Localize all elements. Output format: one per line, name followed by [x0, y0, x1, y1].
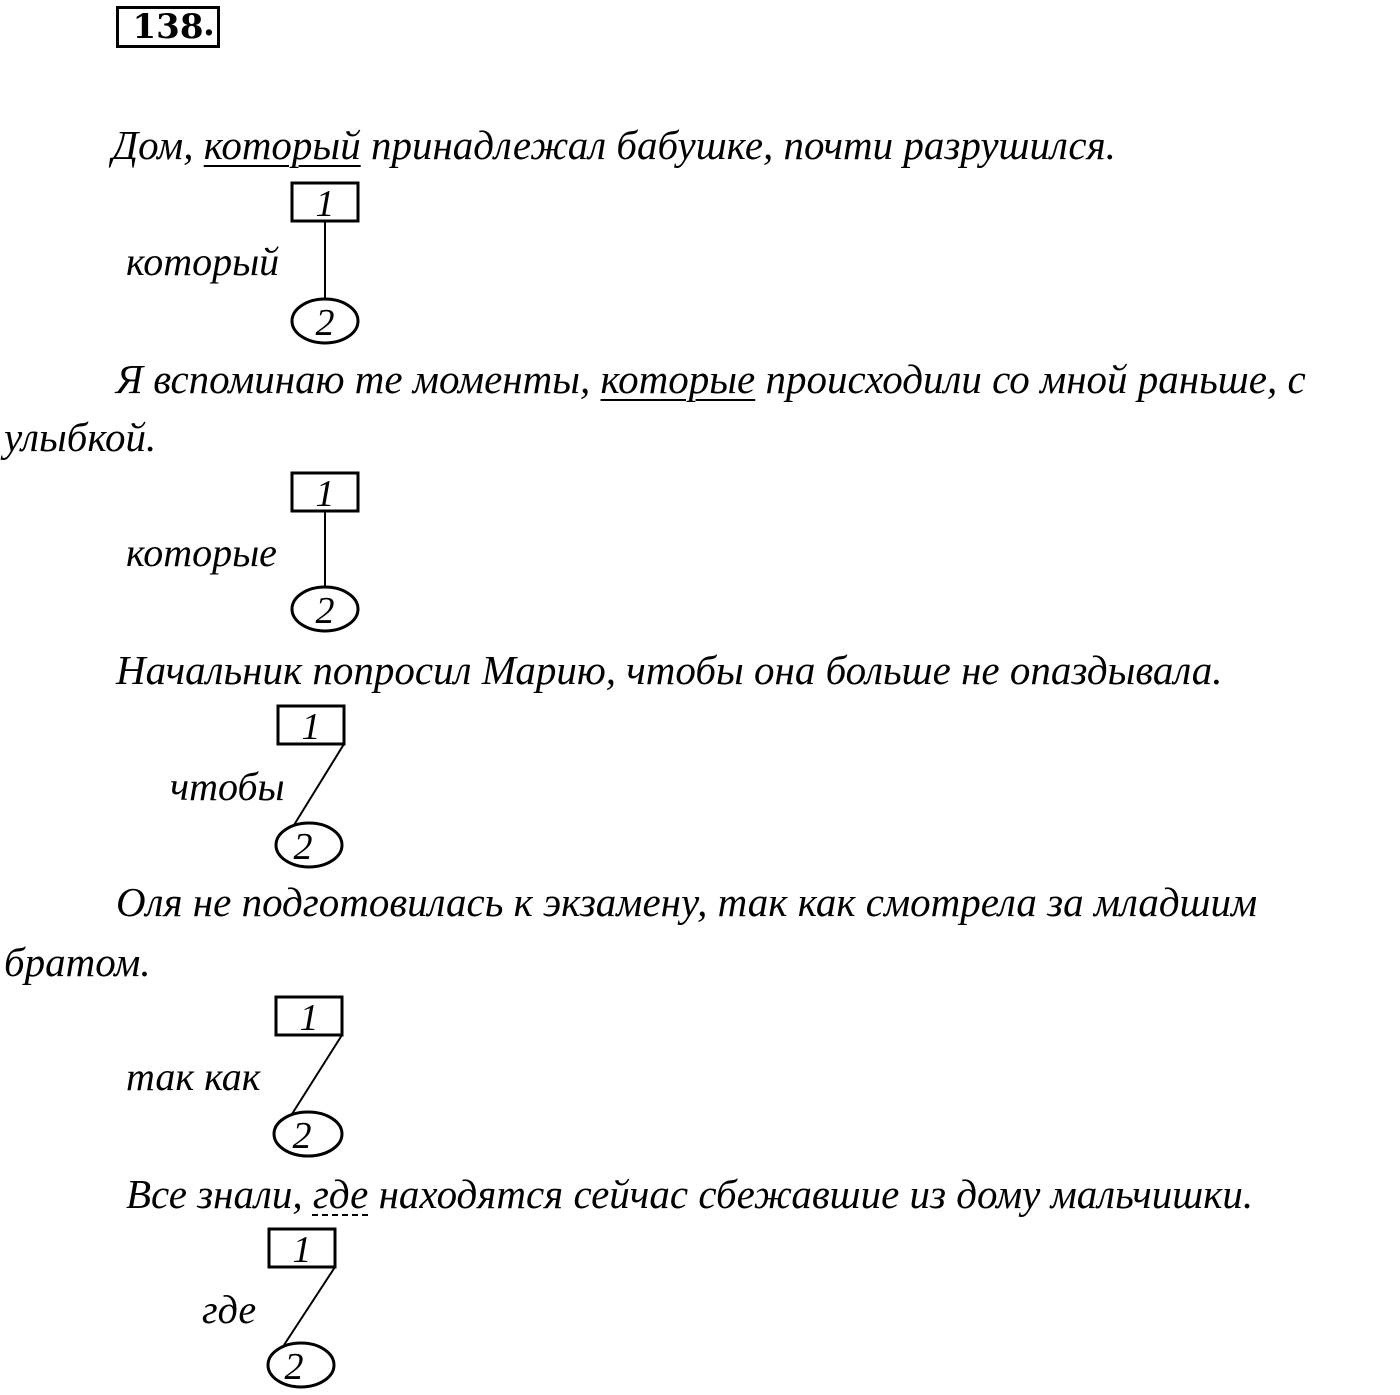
scheme-1-diagram	[280, 176, 370, 348]
subordinate-clause-number: 2	[315, 590, 335, 632]
scheme-4-word: так как	[126, 1054, 261, 1099]
sentence-5: Все знали, где находятся сейчас сбежавшие из дому мальчишки.	[126, 1171, 1254, 1217]
scheme-5-diagram	[256, 1222, 346, 1394]
link-line	[292, 1035, 342, 1114]
conjunctive-word-marked: который	[203, 122, 361, 168]
sentence-2: Я вспоминаю те моменты, которые происходили со мной раньше, с	[116, 356, 1306, 402]
exercise-number-dot: .	[203, 4, 215, 44]
scheme-3-diagram	[266, 698, 356, 870]
scheme-5-word: где	[202, 1287, 257, 1332]
main-clause-number: 1	[299, 997, 319, 1039]
exercise-number: 138	[132, 7, 204, 47]
main-clause-number: 1	[292, 1229, 312, 1271]
conjunctive-word-marked: где	[312, 1171, 369, 1217]
conjunctive-word-marked: которые	[600, 356, 756, 402]
scheme-1-word: который	[126, 239, 280, 284]
link-line	[284, 1267, 335, 1345]
sentence-4-continuation: братом.	[4, 939, 151, 985]
subordinate-clause-number: 2	[284, 1346, 304, 1388]
sentence-4: Оля не подготовилась к экзамену, так как смотрела за младшим	[116, 879, 1258, 925]
main-clause-number: 1	[315, 473, 335, 515]
sentence-3: Начальник попросил Марию, чтобы она больше не опаздывала.	[116, 647, 1223, 693]
subordinate-clause-number: 2	[315, 302, 335, 344]
scheme-2-diagram	[280, 466, 370, 638]
subordinate-clause-number: 2	[292, 1115, 312, 1157]
main-clause-number: 1	[301, 706, 321, 748]
scheme-2-word: которые	[126, 530, 277, 575]
subordinate-clause-number: 2	[293, 826, 313, 868]
main-clause-number: 1	[315, 183, 335, 225]
scheme-3-word: чтобы	[170, 764, 285, 809]
scheme-4-diagram	[264, 990, 354, 1162]
sentence-2-continuation: улыбкой.	[4, 414, 157, 460]
link-line	[294, 744, 344, 825]
sentence-1: Дом, который принадлежал бабушке, почти разрушился.	[112, 122, 1116, 168]
